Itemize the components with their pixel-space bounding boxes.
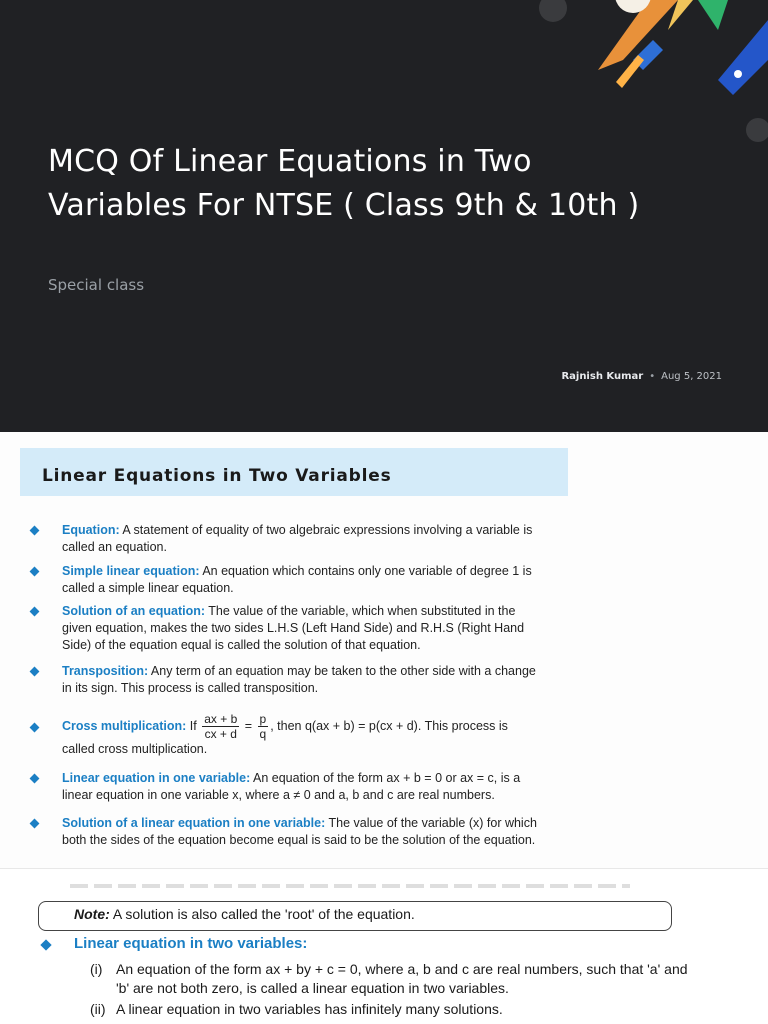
- term-definition: An equation which contains only one variable of degree 1 is called a simple linear equation.: [62, 564, 532, 595]
- sub-item-text: An equation of the form ax + by + c = 0, where a, b and c are real numbers, such that 'a' and 'b' are not both zero, is called a linear equation in two variables.: [116, 961, 688, 996]
- sub-item-ii: [90, 1000, 690, 1019]
- post-meta: [561, 371, 722, 382]
- image-divider: [0, 868, 768, 869]
- post-header-card: [0, 0, 768, 432]
- author-name[interactable]: Rajnish Kumar: [561, 371, 644, 382]
- fraction-numerator: p: [259, 712, 267, 726]
- note-text: [74, 906, 415, 922]
- note-body: A solution is also called the 'root' of the equation.: [109, 906, 415, 922]
- diamond-bullet-icon: [40, 939, 51, 950]
- sub-item-number: (ii): [90, 1001, 106, 1017]
- term-label: Linear equation in one variable:: [62, 771, 251, 785]
- term-label: Simple linear equation:: [62, 564, 200, 578]
- fraction-denominator: q: [259, 727, 267, 741]
- linear-two-variables-heading: [42, 935, 307, 952]
- heading-label: Linear equation in two variables:: [74, 935, 308, 952]
- term-definition: A statement of equality of two algebraic expressions involving a variable is called an equation.: [62, 523, 533, 554]
- section-heading: Linear Equations in Two Variables: [42, 466, 392, 486]
- term-label: Cross multiplication:: [62, 718, 187, 733]
- term-definition: An equation of the form ax + b = 0 or ax = c, is a linear equation in one variable x, where a ≠ 0 and a, b and c are real numbers.: [62, 771, 521, 802]
- term-definition: Any term of an equation may be taken to the other side with a change in its sign. This process is called transposition.: [62, 664, 536, 695]
- cross-pre: If: [186, 718, 201, 733]
- cropped-text-line: [70, 884, 630, 888]
- bullet-simple-linear: [34, 563, 544, 597]
- fraction-denominator: cx + d: [204, 727, 237, 741]
- term-label: Solution of a linear equation in one variable:: [62, 816, 326, 830]
- term-definition: The value of the variable, which when substituted in the given equation, makes the two sides L.H.S (Left Hand Side) and R.H.S (Right Hand Side) of the equation equal is called the solution of that equation.: [62, 604, 525, 652]
- bullet-linear-one-variable: [34, 770, 544, 804]
- term-definition: , then q(ax + b) = p(cx + d). This process is called cross multiplication.: [62, 718, 508, 756]
- fraction-p-over-q: [258, 712, 269, 741]
- term-label: Transposition:: [62, 664, 149, 678]
- post-date: Aug 5, 2021: [661, 371, 722, 382]
- sub-item-i: [90, 960, 690, 998]
- meta-separator: •: [649, 371, 656, 382]
- post-title[interactable]: MCQ Of Linear Equations in Two Variables For NTSE ( Class 9th & 10th ): [48, 144, 640, 223]
- sub-item-text: A linear equation in two variables has infinitely many solutions.: [116, 1001, 503, 1017]
- stationery-decoration-icon: [528, 0, 768, 160]
- bullet-equation: [34, 522, 544, 556]
- fraction-numerator: ax + b: [204, 712, 238, 726]
- note-label: Note:: [74, 906, 110, 922]
- term-definition: The value of the variable (x) for which both the sides of the equation become equal is said to be the solution of the equation.: [62, 816, 537, 847]
- term-label: Equation:: [62, 523, 120, 537]
- bullet-solution-one-variable: [34, 815, 544, 849]
- bullet-cross-multiplication: [34, 712, 544, 758]
- equals-sign: =: [241, 718, 256, 733]
- fraction-ax-b-over-cx-d: [202, 712, 239, 741]
- sub-item-number: (i): [90, 961, 103, 977]
- post-subtitle: Special class: [48, 276, 145, 294]
- bullet-solution: [34, 603, 544, 654]
- bullet-transposition: [34, 663, 544, 697]
- term-label: Solution of an equation:: [62, 604, 206, 618]
